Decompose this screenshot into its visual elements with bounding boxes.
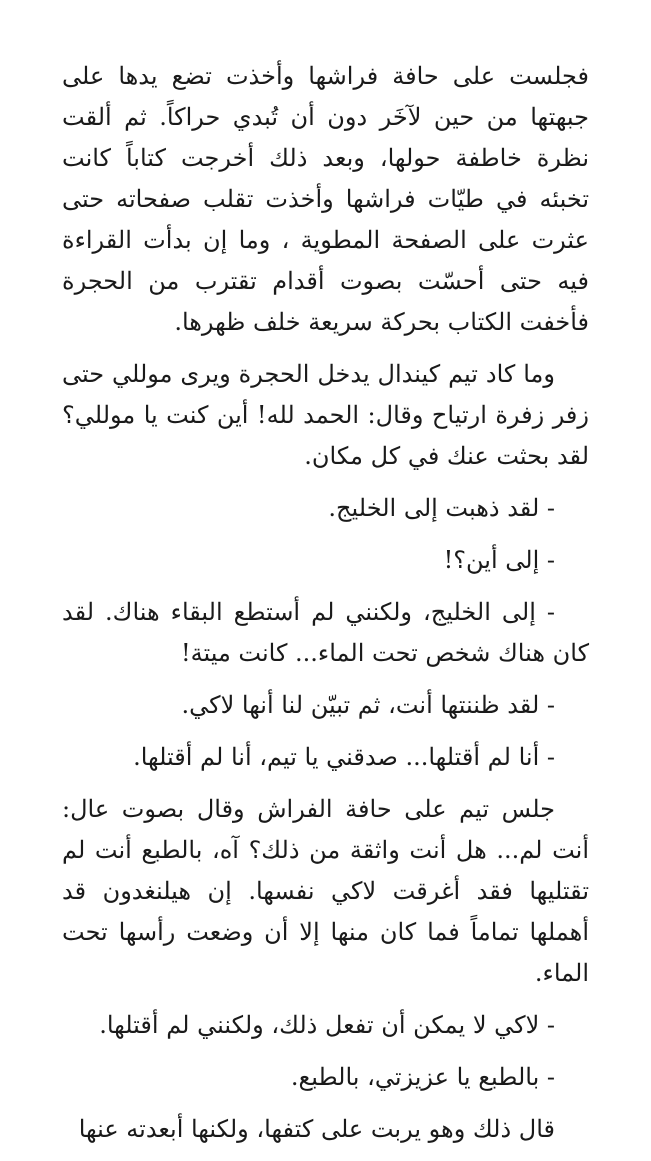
dialogue-line: - أنا لم أقتلها... صدقني يا تيم، أنا لم أقتلها. — [133, 743, 555, 771]
paragraph-narrative: قال ذلك وهو يربت على كتفها، ولكنها أبعدته عنها — [78, 1115, 555, 1143]
book-page — [62, 56, 589, 1161]
paragraph-narrative: فجلست على حافة فراشها وأخذت تضع يدها على جبهتها من حين لآخَر دون أن تُبدي حراكاً. ثم ألقت نظرة خاطفة حولها، وبعد ذلك أخرجت كتاباً كانت تخبئه في طيّات فراشها وأخذت تقلب صفحاته حتى عثرت على الصفحة المطوية ، وما إن بدأت القراءة فيه حتى أحسّت بصوت أقدام تقترب من الحجرة فأخفت الكتاب بحركة سريعة خلف ظهرها. — [62, 62, 589, 336]
dialogue-line: - بالطبع يا عزيزتي، بالطبع. — [290, 1063, 555, 1091]
dialogue-line: - لاكي لا يمكن أن تفعل ذلك، ولكنني لم أقتلها. — [99, 1011, 555, 1039]
dialogue-line: - إلى أين؟! — [443, 546, 555, 574]
paragraph-narrative: وما كاد تيم كيندال يدخل الحجرة ويرى موللي حتى زفر زفرة ارتياح وقال: الحمد لله! أين كنت يا موللي؟ لقد بحثت عنك في كل مكان. — [62, 360, 589, 470]
paragraph-narrative: جلس تيم على حافة الفراش وقال بصوت عال: أنت لم... هل أنت واثقة من ذلك؟ آه، بالطبع أنت لم تقتليها فقد أغرقت لاكي نفسها. إن هيلنغدون قد أهملها تماماً فما كان منها إلا أن وضعت رأسها تحت الماء. — [62, 795, 589, 987]
dialogue-line: - لقد ذهبت إلى الخليج. — [328, 494, 555, 522]
dialogue-line: - لقد ظننتها أنت، ثم تبيّن لنا أنها لاكي. — [181, 691, 555, 719]
dialogue-line: - إلى الخليج، ولكنني لم أستطع البقاء هناك. لقد كان هناك شخص تحت الماء... كانت ميتة! — [62, 598, 589, 667]
